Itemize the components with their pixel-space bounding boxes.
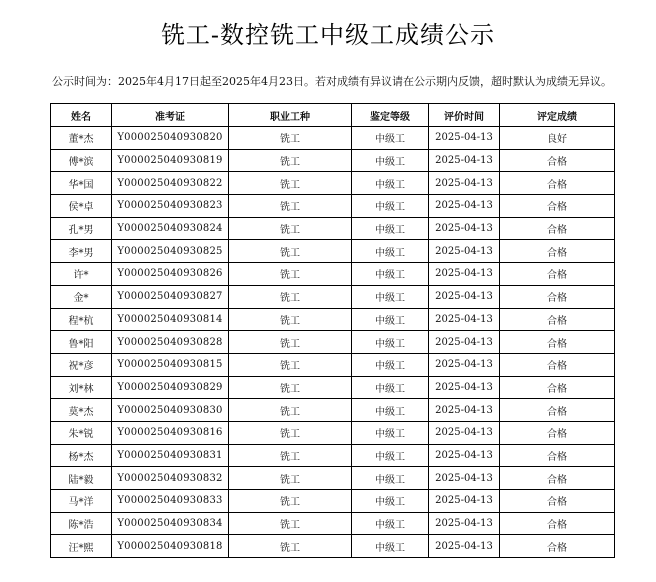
cell-eval-date: 2025-04-13 — [429, 376, 500, 399]
cell-level: 中级工 — [352, 240, 429, 263]
table-row — [51, 263, 615, 286]
cell-eval-date: 2025-04-13 — [429, 399, 500, 422]
cell-cert: Y000025040930824 — [112, 217, 229, 240]
cell-level: 中级工 — [352, 127, 429, 150]
cell-level: 中级工 — [352, 353, 429, 376]
cell-level: 中级工 — [352, 217, 429, 240]
table-row — [51, 308, 615, 331]
cell-eval-date: 2025-04-13 — [429, 308, 500, 331]
cell-level: 中级工 — [352, 490, 429, 513]
cell-level: 中级工 — [352, 263, 429, 286]
cell-grade: 合格 — [500, 172, 615, 195]
header-level: 鉴定等级 — [352, 104, 429, 127]
cell-grade: 合格 — [500, 285, 615, 308]
cell-cert: Y000025040930814 — [112, 308, 229, 331]
cell-eval-date: 2025-04-13 — [429, 331, 500, 354]
cell-grade: 合格 — [500, 535, 615, 558]
table-body — [51, 127, 615, 558]
cell-name: 程*杭 — [51, 308, 112, 331]
cell-name: 祝*彦 — [51, 353, 112, 376]
cell-grade: 合格 — [500, 353, 615, 376]
header-cert: 准考证 — [112, 104, 229, 127]
header-grade: 评定成绩 — [500, 104, 615, 127]
results-table — [50, 103, 615, 558]
table-row — [51, 512, 615, 535]
cell-eval-date: 2025-04-13 — [429, 512, 500, 535]
cell-eval-date: 2025-04-13 — [429, 217, 500, 240]
cell-eval-date: 2025-04-13 — [429, 285, 500, 308]
cell-cert: Y000025040930826 — [112, 263, 229, 286]
cell-job-type: 铣工 — [229, 353, 352, 376]
cell-grade: 合格 — [500, 149, 615, 172]
table-row — [51, 240, 615, 263]
cell-eval-date: 2025-04-13 — [429, 149, 500, 172]
cell-name: 金* — [51, 285, 112, 308]
table-row — [51, 490, 615, 513]
cell-level: 中级工 — [352, 149, 429, 172]
cell-name: 鲁*阳 — [51, 331, 112, 354]
cell-job-type: 铣工 — [229, 308, 352, 331]
cell-grade: 合格 — [500, 512, 615, 535]
cell-name: 陈*浩 — [51, 512, 112, 535]
cell-job-type: 铣工 — [229, 376, 352, 399]
cell-name: 许* — [51, 263, 112, 286]
cell-cert: Y000025040930819 — [112, 149, 229, 172]
cell-cert: Y000025040930831 — [112, 444, 229, 467]
cell-cert: Y000025040930827 — [112, 285, 229, 308]
cell-job-type: 铣工 — [229, 421, 352, 444]
cell-name: 傅*滨 — [51, 149, 112, 172]
cell-job-type: 铣工 — [229, 444, 352, 467]
cell-grade: 合格 — [500, 331, 615, 354]
cell-level: 中级工 — [352, 195, 429, 218]
cell-name: 朱*锐 — [51, 421, 112, 444]
cell-grade: 合格 — [500, 217, 615, 240]
cell-name: 孔*男 — [51, 217, 112, 240]
cell-eval-date: 2025-04-13 — [429, 535, 500, 558]
cell-level: 中级工 — [352, 535, 429, 558]
cell-level: 中级工 — [352, 172, 429, 195]
table-row — [51, 444, 615, 467]
cell-level: 中级工 — [352, 376, 429, 399]
cell-name: 华*国 — [51, 172, 112, 195]
cell-cert: Y000025040930818 — [112, 535, 229, 558]
cell-name: 马*洋 — [51, 490, 112, 513]
table-row — [51, 535, 615, 558]
cell-job-type: 铣工 — [229, 467, 352, 490]
cell-cert: Y000025040930823 — [112, 195, 229, 218]
cell-cert: Y000025040930825 — [112, 240, 229, 263]
cell-grade: 合格 — [500, 195, 615, 218]
cell-grade: 合格 — [500, 399, 615, 422]
cell-level: 中级工 — [352, 512, 429, 535]
cell-grade: 良好 — [500, 127, 615, 150]
cell-name: 莫*杰 — [51, 399, 112, 422]
cell-eval-date: 2025-04-13 — [429, 240, 500, 263]
cell-job-type: 铣工 — [229, 240, 352, 263]
table-header-row — [51, 104, 615, 127]
table-row — [51, 217, 615, 240]
cell-grade: 合格 — [500, 240, 615, 263]
cell-cert: Y000025040930834 — [112, 512, 229, 535]
cell-level: 中级工 — [352, 285, 429, 308]
cell-grade: 合格 — [500, 467, 615, 490]
cell-grade: 合格 — [500, 444, 615, 467]
table-row — [51, 195, 615, 218]
table-row — [51, 467, 615, 490]
cell-name: 侯*卓 — [51, 195, 112, 218]
cell-eval-date: 2025-04-13 — [429, 421, 500, 444]
cell-name: 陆*毅 — [51, 467, 112, 490]
cell-name: 李*男 — [51, 240, 112, 263]
cell-eval-date: 2025-04-13 — [429, 467, 500, 490]
cell-cert: Y000025040930822 — [112, 172, 229, 195]
cell-level: 中级工 — [352, 467, 429, 490]
cell-eval-date: 2025-04-13 — [429, 490, 500, 513]
cell-level: 中级工 — [352, 421, 429, 444]
header-eval-date: 评价时间 — [429, 104, 500, 127]
cell-job-type: 铣工 — [229, 331, 352, 354]
table-row — [51, 127, 615, 150]
cell-job-type: 铣工 — [229, 149, 352, 172]
notice-text: 公示时间为：2025年4月17日起至2025年4月23日。若对成绩有异议请在公示期内反馈，超时默认为成绩无异议。 — [52, 75, 612, 88]
table-row — [51, 399, 615, 422]
cell-cert: Y000025040930830 — [112, 399, 229, 422]
table-row — [51, 421, 615, 444]
cell-job-type: 铣工 — [229, 217, 352, 240]
table-row — [51, 376, 615, 399]
cell-level: 中级工 — [352, 399, 429, 422]
cell-job-type: 铣工 — [229, 399, 352, 422]
header-name: 姓名 — [51, 104, 112, 127]
cell-cert: Y000025040930832 — [112, 467, 229, 490]
cell-eval-date: 2025-04-13 — [429, 195, 500, 218]
cell-eval-date: 2025-04-13 — [429, 353, 500, 376]
cell-name: 杨*杰 — [51, 444, 112, 467]
cell-job-type: 铣工 — [229, 535, 352, 558]
cell-eval-date: 2025-04-13 — [429, 444, 500, 467]
table-row — [51, 353, 615, 376]
cell-cert: Y000025040930815 — [112, 353, 229, 376]
cell-cert: Y000025040930833 — [112, 490, 229, 513]
cell-cert: Y000025040930820 — [112, 127, 229, 150]
cell-job-type: 铣工 — [229, 195, 352, 218]
cell-eval-date: 2025-04-13 — [429, 172, 500, 195]
cell-job-type: 铣工 — [229, 263, 352, 286]
cell-job-type: 铣工 — [229, 127, 352, 150]
cell-job-type: 铣工 — [229, 512, 352, 535]
table-row — [51, 172, 615, 195]
cell-name: 董*杰 — [51, 127, 112, 150]
cell-level: 中级工 — [352, 444, 429, 467]
table-row — [51, 285, 615, 308]
cell-name: 刘*林 — [51, 376, 112, 399]
page-title: 铣工-数控铣工中级工成绩公示 — [160, 21, 496, 49]
cell-job-type: 铣工 — [229, 490, 352, 513]
cell-cert: Y000025040930816 — [112, 421, 229, 444]
cell-grade: 合格 — [500, 308, 615, 331]
cell-grade: 合格 — [500, 376, 615, 399]
table-row — [51, 149, 615, 172]
cell-cert: Y000025040930829 — [112, 376, 229, 399]
cell-job-type: 铣工 — [229, 285, 352, 308]
cell-level: 中级工 — [352, 331, 429, 354]
cell-cert: Y000025040930828 — [112, 331, 229, 354]
cell-grade: 合格 — [500, 421, 615, 444]
cell-grade: 合格 — [500, 263, 615, 286]
cell-grade: 合格 — [500, 490, 615, 513]
cell-job-type: 铣工 — [229, 172, 352, 195]
table-row — [51, 331, 615, 354]
header-job-type: 职业工种 — [229, 104, 352, 127]
cell-eval-date: 2025-04-13 — [429, 127, 500, 150]
cell-name: 汪*熙 — [51, 535, 112, 558]
cell-eval-date: 2025-04-13 — [429, 263, 500, 286]
cell-level: 中级工 — [352, 308, 429, 331]
